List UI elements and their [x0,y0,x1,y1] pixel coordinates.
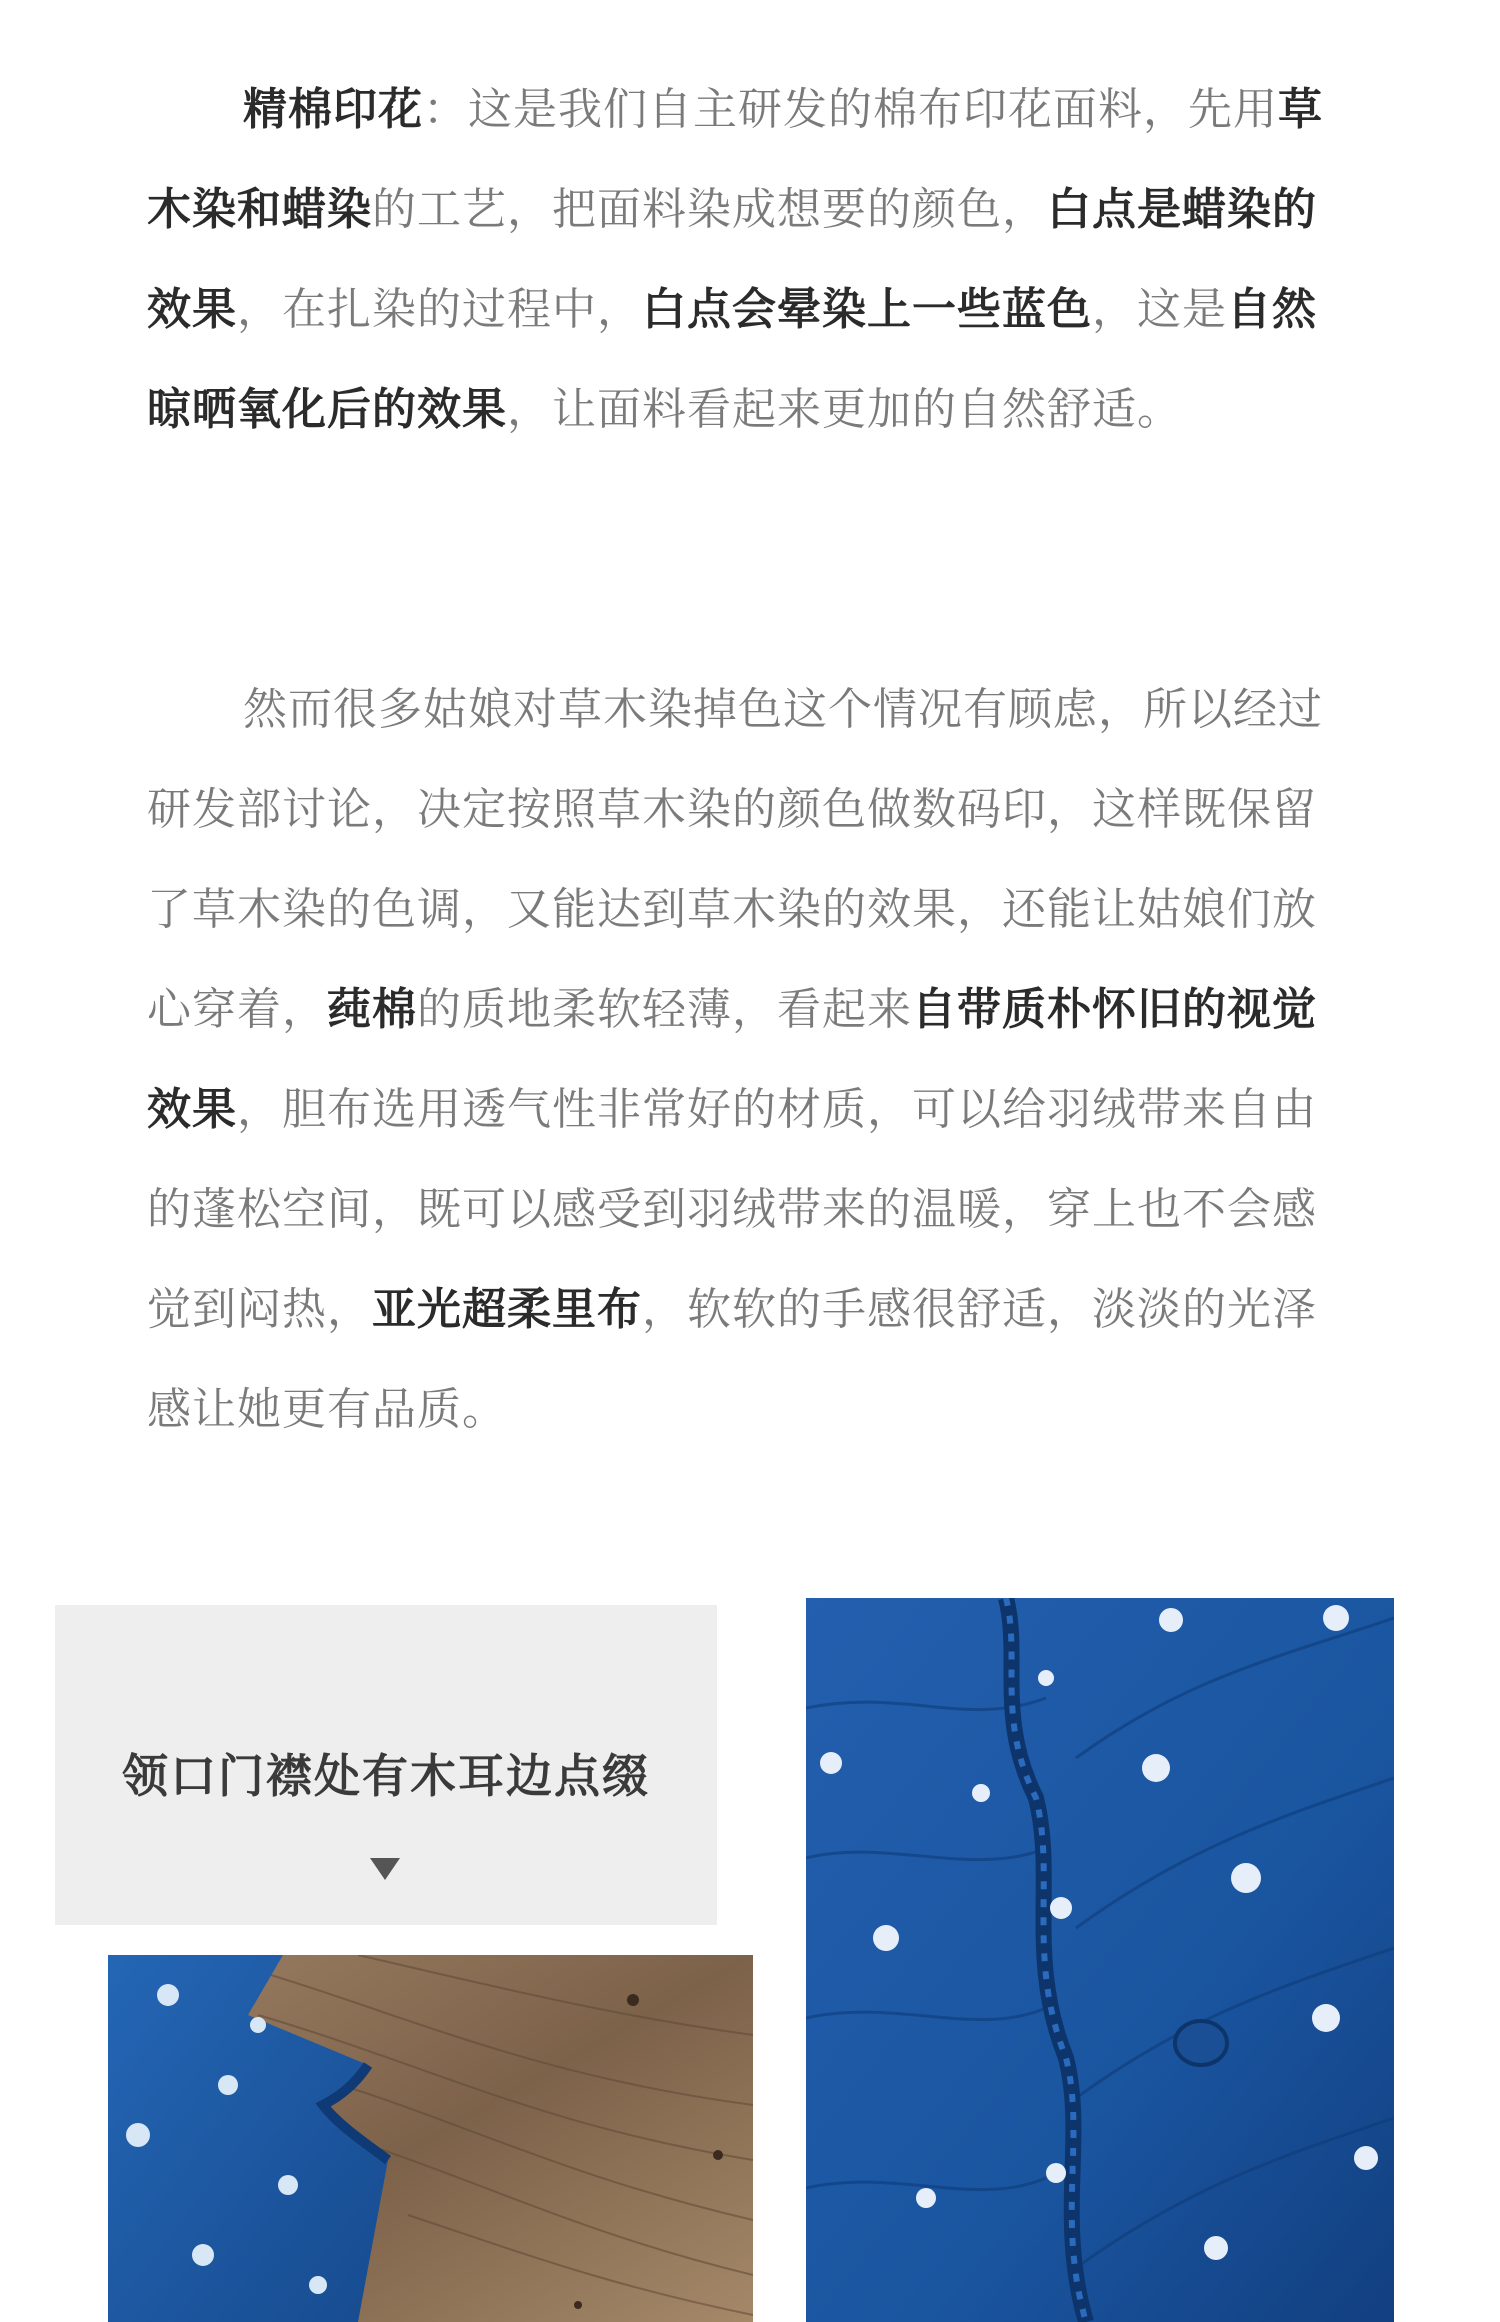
fabric-name-heading: 精棉印花 [243,84,423,135]
down-arrow-icon [370,1858,400,1880]
detail-caption: 领口门襟处有木耳边点缀 [122,1749,650,1803]
material-description-paragraph: 然而很多姑娘对草木染掉色这个情况有顾虑，所以经过研发部讨论，决定按照草木染的颜色做数码印，这样既保留了草木染的色调，又能达到草木染的效果，还能让姑娘们放心穿着，莼棉的质地柔软轻薄，看起来自带质朴怀旧的视觉效果，胆布选用透气性非常好的材质，可以给羽绒带来自由的蓬松空间，既可以感受到羽绒带来的温暖，穿上也不会感觉到闷热，亚光超柔里布，软软的手感很舒适，淡淡的光泽感让她更有品质。 [147,684,1323,1435]
fabric-description-paragraph: 精棉印花：这是我们自主研发的棉布印花面料，先用草木染和蜡染的工艺，把面料染成想要的颜色，白点是蜡染的效果，在扎染的过程中，白点会晕染上一些蓝色，这是自然晾晒氧化后的效果，让面料看起来更加的自然舒适。 [147,84,1323,435]
collar-detail-photo [108,1955,753,2322]
fabric-closeup-photo [806,1598,1394,2322]
